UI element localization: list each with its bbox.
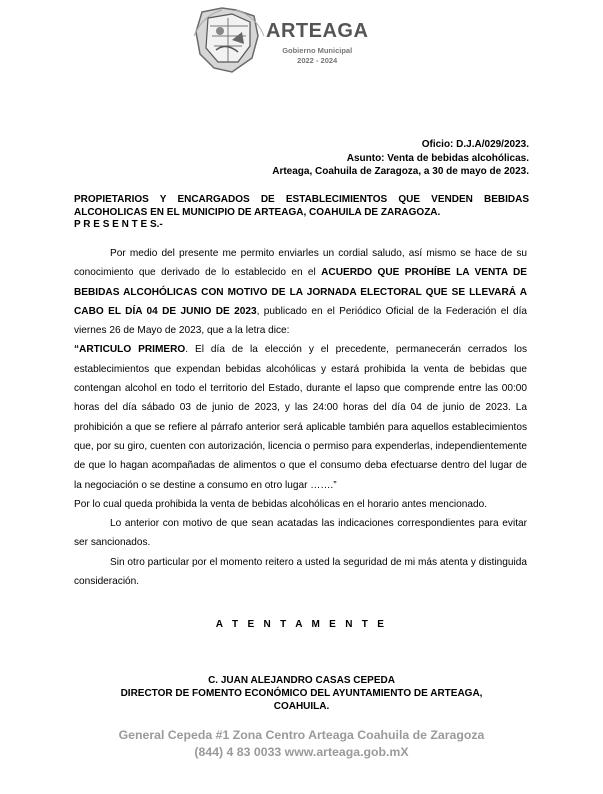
letterhead-text	[266, 20, 368, 66]
brand-name: ARTEAGA	[266, 20, 369, 42]
letter-body	[74, 244, 527, 591]
footer	[0, 727, 603, 761]
presentes: P R E S E N T E S.-	[74, 219, 163, 230]
footer-contact: (844) 4 83 0033 www.arteaga.gob.mX	[194, 745, 409, 759]
reference-block	[272, 138, 529, 179]
paragraph-sanctions: Lo anterior con motivo de que sean acatadas las indicaciones correspondientes para evitar ser sancionados.	[74, 518, 527, 549]
signature-block	[0, 674, 603, 713]
letterhead-logo	[192, 6, 376, 76]
paragraph-quote: “ARTICULO PRIMERO. El día de la elección y el precedente, permanecerán cerrados los establecimientos que expendan bebidas alcohólicas y estará prohibida la venta de bebidas que contengan alcohol en todo el territorio del Estado, durante el lapso que comprende entre las 00:00 horas del día sábado 03 de junio de 2023, y las 24:00 horas del día 04 de junio de 2023. La prohibición a que se refiere al párrafo anterior será aplicable también para aquellos establecimientos que, por su giro, cuenten con autorización, licencia o permiso para expenderlas, independientemente de que lo hagan acompañadas de alimentos o que el consumo deba efectuarse dentro del lugar de la negociación o se destine a consumo en otro lugar …….”	[74, 344, 527, 491]
agreement-title: ACUERDO QUE PROHÍBE LA VENTA DE BEBIDAS ALCOHÓLICAS CON MOTIVO DE LA JORNADA ELECTORAL QUE SE LLEVARÁ A CABO EL DÍA 04 DE JUNIO DE 2023	[74, 267, 527, 317]
brand-years: 2022 - 2024	[297, 56, 338, 65]
place-date: Arteaga, Coahuila de Zaragoza, a 30 de mayo de 2023.	[272, 166, 529, 177]
signatory-state: COAHUILA.	[273, 701, 330, 712]
paragraph-prohibition: Por lo cual queda prohibida la venta de bebidas alcohólicas en el horario antes mencionado.	[74, 498, 488, 510]
recipient-text: PROPIETARIOS Y ENCARGADOS DE ESTABLECIMIENTOS QUE VENDEN BEBIDAS ALCOHOLICAS EN EL MUNICIPIO DE ARTEAGA, COAHUILA DE ZARAGOZA.	[74, 194, 529, 218]
paragraph-farewell: Sin otro particular por el momento reitero a usted la seguridad de mi más atenta y distinguida consideración.	[74, 556, 527, 588]
arteaga-shield-icon	[192, 6, 266, 76]
brand-subtitle: Gobierno Municipal	[282, 46, 353, 55]
signatory-name: C. JUAN ALEJANDRO CASAS CEPEDA	[208, 675, 395, 686]
closing-salutation: A T E N T A M E N T E	[215, 619, 388, 630]
oficio-number: Oficio: D.J.A/029/2023.	[421, 139, 529, 150]
signatory-title: DIRECTOR DE FOMENTO ECONÓMICO DEL AYUNTAMIENTO DE ARTEAGA,	[120, 688, 483, 699]
recipient-block	[74, 194, 529, 232]
asunto: Asunto: Venta de bebidas alcohólicas.	[346, 152, 529, 164]
footer-address: General Cepeda #1 Zona Centro Arteaga Coahuila de Zaragoza	[118, 728, 485, 742]
article-label: “ARTICULO PRIMERO	[74, 344, 186, 356]
paragraph-intro: Por medio del presente me permito enviarles un cordial saludo, así mismo se hace de su conocimiento que derivado de lo establecido en el ACUERDO QUE PROHÍBE LA VENTA DE BEBIDAS ALCOHÓLICAS CON MOTIVO DE LA JORNADA ELECTORAL QUE SE LLEVARÁ A CABO EL DÍA 04 DE JUNIO DE 2023, publicado en el Periódico Oficial de la Federación el día viernes 26 de Mayo de 2023, que a la letra dice:	[74, 248, 527, 337]
